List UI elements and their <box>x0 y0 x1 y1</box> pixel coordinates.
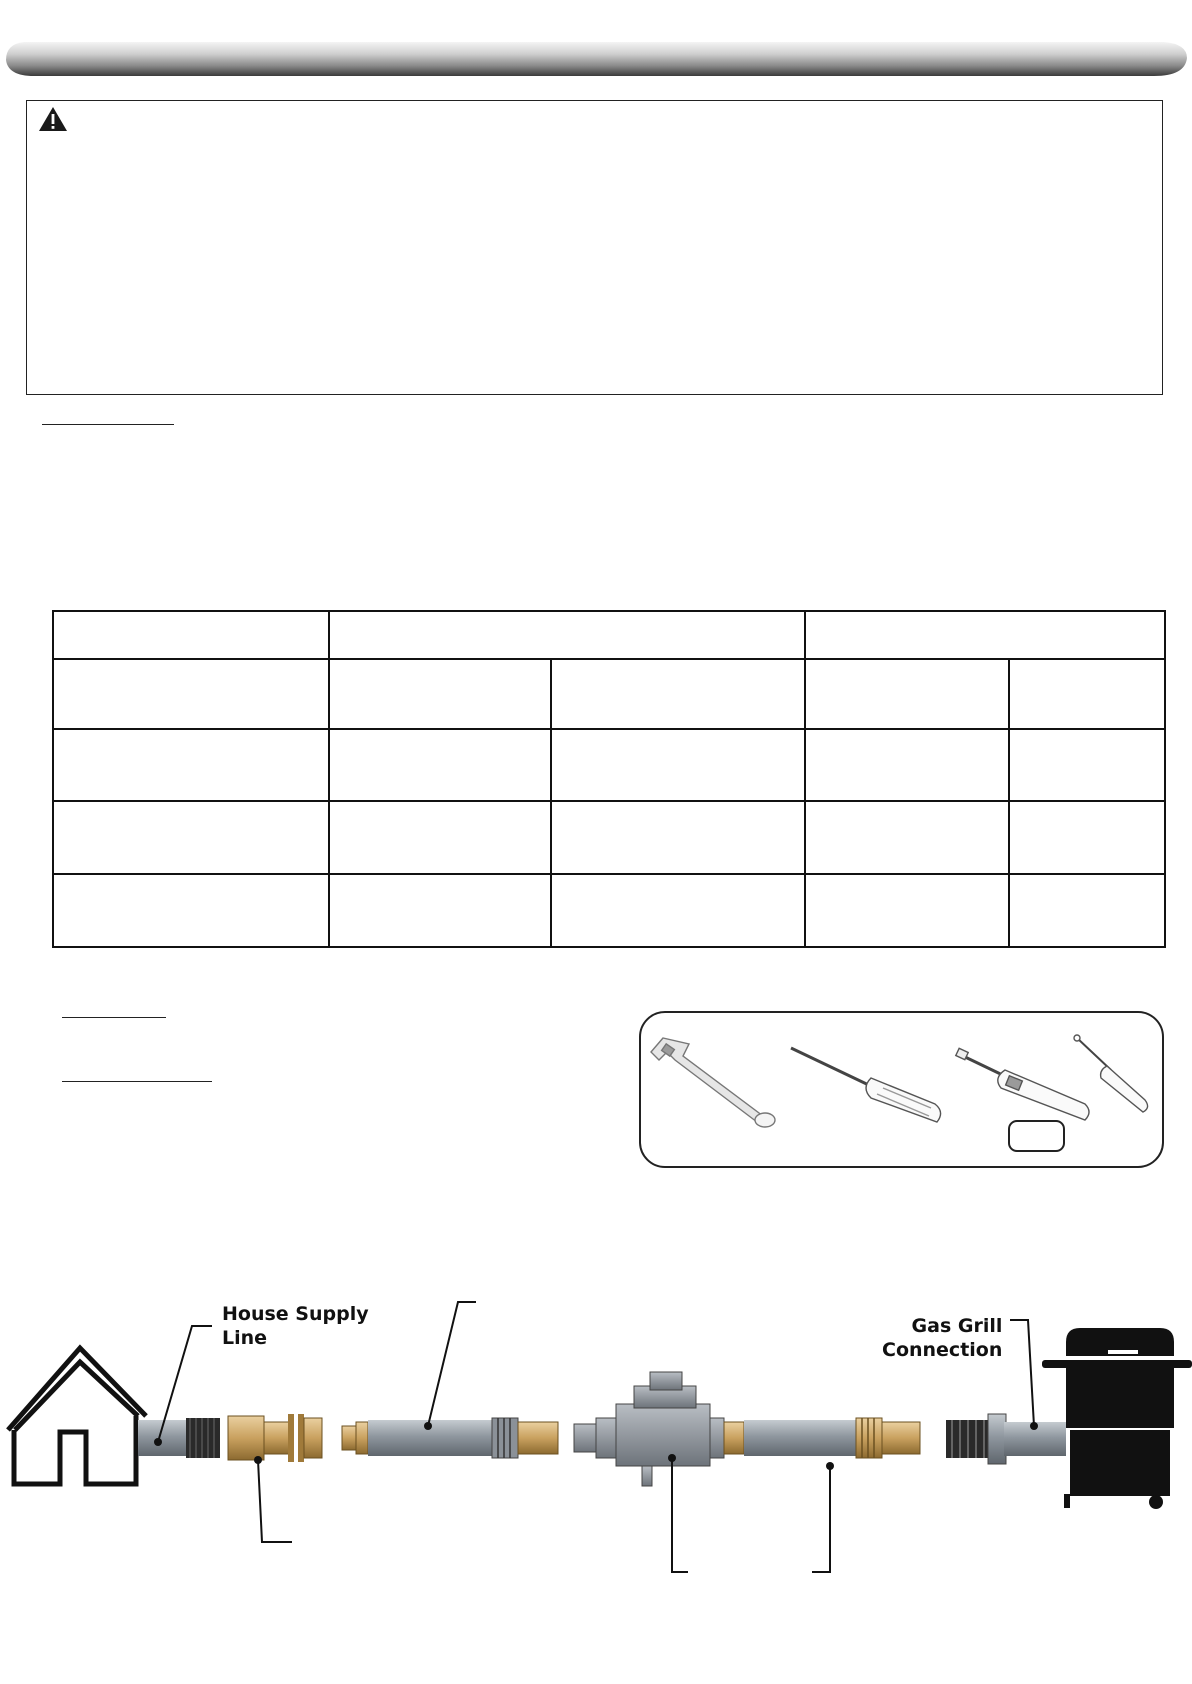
phillips-screwdriver-icon <box>791 1048 941 1122</box>
flat-screwdriver-icon <box>956 1048 1089 1120</box>
table-cell <box>1009 874 1165 947</box>
table-cell <box>551 729 805 801</box>
table-cell <box>805 611 1165 659</box>
materials-heading-rule <box>62 1081 212 1082</box>
regulator <box>574 1372 724 1486</box>
table-cell <box>551 874 805 947</box>
gas-grill-connection-label: Gas Grill Connection <box>882 1315 1003 1361</box>
table-cell <box>329 729 551 801</box>
table-cell <box>53 874 329 947</box>
section-heading-rule <box>42 424 174 425</box>
table-cell <box>551 659 805 729</box>
grill-hose <box>724 1418 920 1458</box>
table-header-row <box>53 611 1165 659</box>
table-cell <box>1009 801 1165 874</box>
table-cell <box>329 611 805 659</box>
small-screwdriver-icon <box>1074 1035 1148 1112</box>
table-cell <box>329 659 551 729</box>
table-row <box>53 874 1165 947</box>
table-row <box>53 729 1165 801</box>
table-row <box>53 801 1165 874</box>
grill-connection-fitting <box>946 1414 1066 1464</box>
table-cell <box>53 729 329 801</box>
quick-connect-hose <box>342 1418 558 1458</box>
table-cell <box>1009 659 1165 729</box>
warning-box <box>26 100 1163 395</box>
table-cell <box>805 874 1009 947</box>
table-cell <box>329 874 551 947</box>
table-cell <box>805 801 1009 874</box>
quick-connect-fitting <box>228 1414 322 1462</box>
table-cell <box>53 801 329 874</box>
table-cell <box>805 729 1009 801</box>
header-bar <box>4 40 1189 78</box>
house-supply-line-label: House Supply Line <box>222 1303 369 1349</box>
table-cell <box>329 801 551 874</box>
table-subheader-row <box>53 659 1165 729</box>
table-cell <box>1009 729 1165 801</box>
table-cell <box>53 611 329 659</box>
adjustable-wrench-icon <box>651 1038 775 1127</box>
tools-illustration <box>645 1030 1160 1140</box>
table-cell <box>805 659 1009 729</box>
tool-size-label-box <box>1008 1120 1065 1152</box>
specification-table <box>52 610 1166 948</box>
gas-grill-icon <box>1042 1328 1192 1509</box>
tools-heading-rule <box>62 1017 166 1018</box>
warning-icon <box>38 106 68 132</box>
table-cell <box>53 659 329 729</box>
house-icon <box>8 1348 146 1484</box>
table-cell <box>551 801 805 874</box>
gas-connection-diagram <box>0 1290 1192 1590</box>
